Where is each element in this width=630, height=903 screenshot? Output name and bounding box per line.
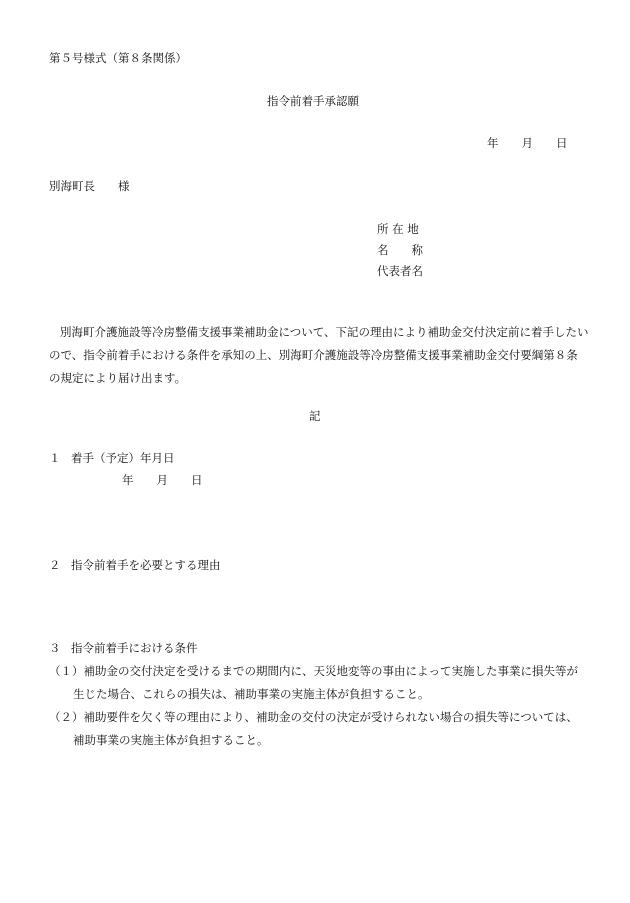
date-line: 年 月 日 [487, 136, 568, 150]
applicant-representative-label: 代表者名 [377, 264, 423, 278]
item-3-number: ３ [49, 641, 61, 655]
item-1-date-value: 年 月 日 [122, 473, 203, 487]
item-1-title [49, 453, 175, 465]
item-2-number: ２ [49, 558, 61, 572]
item-3-label: 指令前着手における条件 [71, 641, 198, 655]
ki-heading: 記 [309, 409, 321, 423]
form-number: 第５号様式（第８条関係） [49, 51, 187, 65]
item-1-number: １ [49, 451, 61, 465]
item-2-label: 指令前着手を必要とする理由 [71, 558, 221, 572]
applicant-name-label: 名 称 [377, 243, 423, 257]
item-2-title [49, 560, 221, 572]
body-paragraph: 別海町介護施設等冷房整備支援事業補助金について、下記の理由により補助金交付決定前に着手したいので、指令前着手における条件を承知の上、別海町介護施設等冷房整備支援事業補助金交付要綱第８条の規定により届け出ます。 [49, 325, 589, 385]
addressee: 別海町長 様 [49, 179, 130, 193]
item-3-title [49, 643, 198, 655]
applicant-address-label: 所 在 地 [377, 222, 419, 236]
item-1-label: 着手（予定）年月日 [71, 451, 175, 465]
document-title: 指令前着手承認願 [267, 94, 359, 108]
condition-1: （１）補助金の交付決定を受けるまでの期間内に、天災地変等の事由によって実施した事業に損失等が生じた場合、これらの損失は、補助事業の実施主体が負担すること。 [49, 664, 578, 701]
condition-2: （２）補助要件を欠く等の理由により、補助金の交付の決定が受けられない場合の損失等については、補助事業の実施主体が負担すること。 [49, 710, 578, 747]
